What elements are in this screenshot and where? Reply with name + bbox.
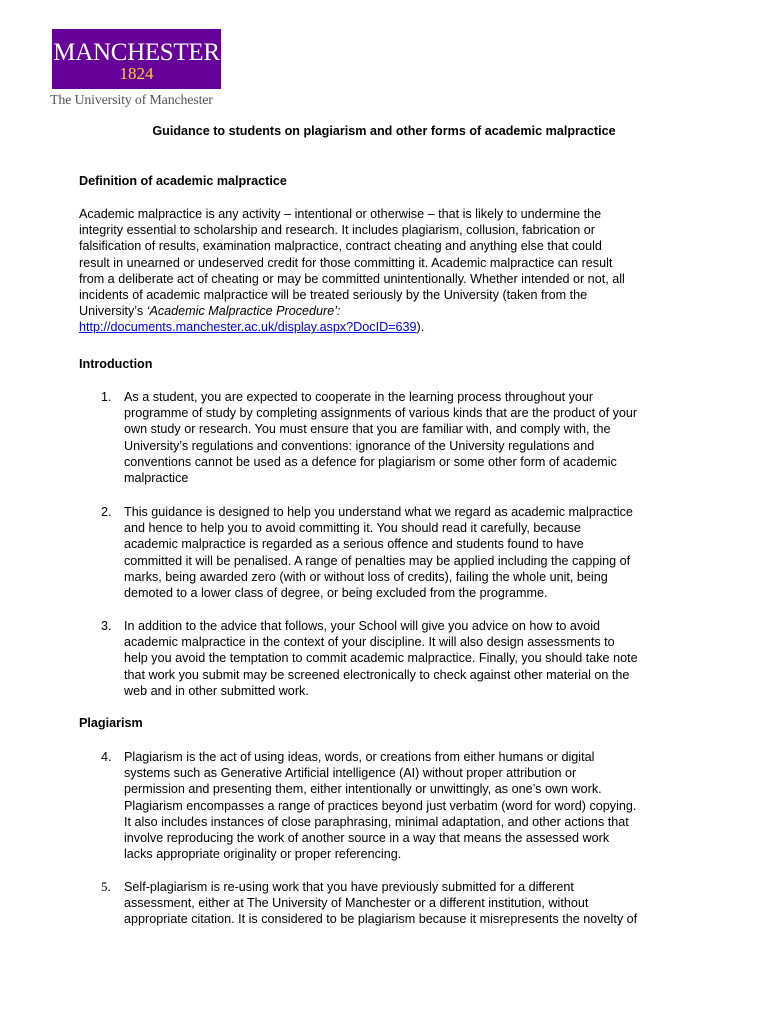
text-line: falsification of results, examination malpractice, contract cheating and anything else that could: [79, 239, 602, 254]
text-line: web and in other submitted work.: [124, 683, 309, 698]
text-line: involve reproducing the work of another source in a way that means the assessed work: [124, 831, 610, 846]
logo-wordmark: MANCHESTER: [53, 39, 220, 66]
text-line: [79, 319, 689, 335]
text-line: As a student, you are expected to cooperate in the learning process throughout your: [124, 390, 594, 404]
item-number: 5.: [101, 879, 111, 894]
definition-paragraph: [79, 206, 689, 336]
procedure-title: ‘Academic Malpractice Procedure’:: [146, 304, 341, 319]
text-line: In addition to the advice that follows, your School will give you advice on how to avoid: [124, 619, 601, 633]
text-line: systems such as Generative Artificial intelligence (AI) without proper attribution or: [124, 766, 577, 781]
text-line: It also includes instances of close paraphrasing, minimal adaptation, and other actions that: [124, 814, 629, 829]
text-line: committed it will be penalised. A range of penalties may be applied including the capping of: [124, 553, 631, 568]
text-line: academic malpractice in the context of your discipline. It will also design assessments to: [124, 635, 615, 650]
item-text: [124, 389, 694, 486]
text-line: incidents of academic malpractice will be treated seriously by the University (taken from the: [79, 288, 588, 303]
item-text: [124, 618, 694, 699]
item-number: 3.: [101, 619, 112, 633]
item-text: [124, 749, 694, 862]
university-logo: [52, 29, 221, 89]
text-line: Academic malpractice is any activity – intentional or otherwise – that is likely to undermine the: [79, 207, 602, 221]
text-line: malpractice: [124, 471, 189, 486]
text-line: that work you submit may be screened electronically to check against other material on the: [124, 667, 630, 682]
text-line: University’s regulations and conventions: ignorance of the University regulations and: [124, 438, 595, 453]
item-text: [124, 504, 694, 601]
text-line: conventions cannot be used as a defence for plagiarism or some other form of academic: [124, 454, 617, 469]
introduction-heading: Introduction: [79, 357, 153, 371]
text-line: Self-plagiarism is re-using work that you have previously submitted for a different: [124, 880, 574, 894]
text-line: own study or research. You must ensure that you are familiar with, and comply with, the: [124, 422, 611, 437]
text-line: This guidance is designed to help you understand what we regard as academic malpractice: [124, 505, 633, 519]
text-line: programme of study by completing assignments of various kinds that are the product of your: [124, 406, 638, 421]
logo-year: 1824: [119, 64, 154, 83]
text-line: integrity essential to scholarship and research. It includes plagiarism, collusion, fabrication or: [79, 223, 595, 238]
text-line: from a deliberate act of cheating or may be committed unintentionally. Whether intended or not, all: [79, 271, 625, 286]
document-title: Guidance to students on plagiarism and other forms of academic malpractice: [152, 124, 616, 138]
plagiarism-heading: Plagiarism: [79, 716, 143, 730]
text-line: academic malpractice is regarded as a serious offence and students found to have: [124, 537, 584, 552]
text-line: and hence to help you to avoid committing it. You should read it carefully, because: [124, 521, 581, 536]
text-line: demoted to a lower class of degree, or being excluded from the programme.: [124, 586, 548, 601]
item-number: 4.: [101, 750, 112, 764]
item-number: 2.: [101, 505, 112, 519]
logo-subtitle: The University of Manchester: [50, 93, 213, 108]
text-line: help you avoid the temptation to commit academic malpractice. Finally, you should take note: [124, 651, 638, 666]
text-line: Plagiarism encompasses a range of practices beyond just verbatim (word for word) copying.: [124, 798, 637, 813]
text-line: permission and presenting them, either intentionally or unwittingly, as one’s own work.: [124, 782, 602, 797]
item-number: 1.: [101, 390, 112, 404]
text-line: assessment, either at The University of Manchester or a different institution, without: [124, 896, 589, 911]
definition-heading: Definition of academic malpractice: [79, 174, 287, 188]
procedure-link[interactable]: http://documents.manchester.ac.uk/display.aspx?DocID=639: [79, 320, 417, 335]
text-line: marks, being awarded zero (with or without loss of credits), failing the whole unit, being: [124, 569, 608, 584]
text-line: appropriate citation. It is considered to be plagiarism because it misrepresents the novelty of: [124, 912, 638, 927]
text-line: Plagiarism is the act of using ideas, words, or creations from either humans or digital: [124, 750, 595, 764]
text-fragment: ).: [416, 320, 425, 335]
item-text: [124, 879, 694, 928]
text-line: [79, 303, 689, 319]
text-fragment: University’s: [79, 304, 147, 319]
text-line: result in unearned or undeserved credit for those committing it. Academic malpractice can result: [79, 255, 613, 270]
text-line: lacks appropriate originality or proper referencing.: [124, 847, 402, 862]
